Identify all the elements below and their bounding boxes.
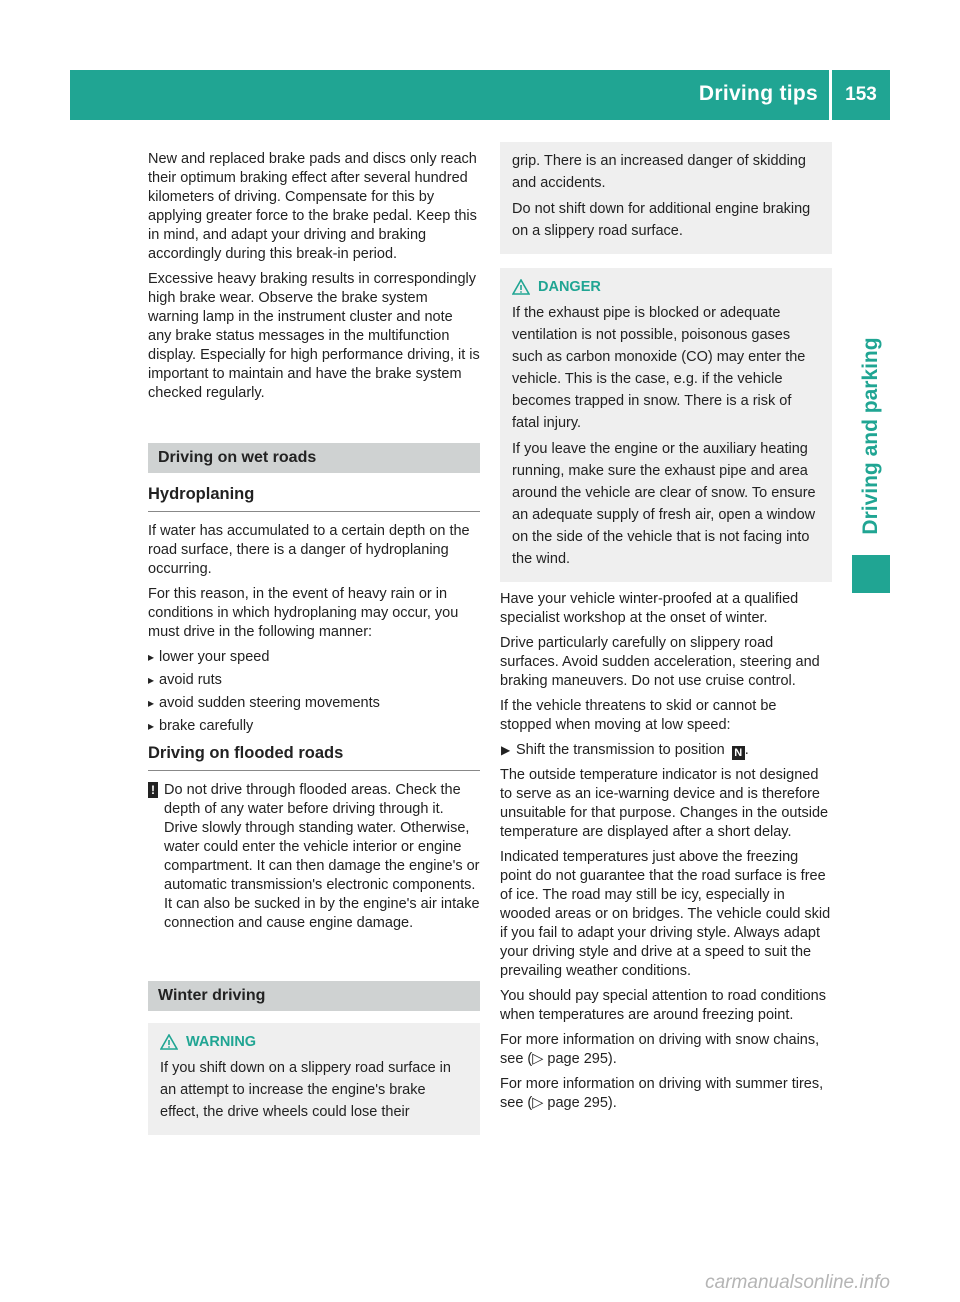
subheading-hydroplaning: Hydroplaning <box>148 485 480 512</box>
instruction-step <box>500 741 832 760</box>
list-item: ▸ avoid ruts <box>148 671 480 690</box>
warning-triangle-icon <box>512 279 530 295</box>
step-text: Shift the transmission to position <box>516 742 725 758</box>
danger-snow-text: If you leave the engine or the auxiliary heating running, make sure the exhaust pipe and area around the vehicle are clear of snow. To ensure an adequate supply of fresh air, open a window on the side of the vehicle that is not facing into the wind. <box>512 441 816 567</box>
skidding-danger-text: grip. There is an increased danger of skidding and accidents. <box>512 153 806 191</box>
road-conditions-paragraph: You should pay special attention to road conditions when temperatures are around freezing point. <box>500 988 826 1023</box>
subheading-flooded-roads: Driving on flooded roads <box>148 744 480 771</box>
snow-chains-paragraph: For more information on driving with snow chains, see (▷ page 295). <box>500 1032 820 1067</box>
danger-exhaust-text: If the exhaust pipe is blocked or adequate ventilation is not possible, poisonous gases such as carbon monoxide (CO) may enter the vehicle. This is the case, e.g. if the vehicle becomes trapped in snow. There is a risk of fatal injury. <box>512 305 806 431</box>
brake-pads-paragraph: New and replaced brake pads and discs only reach their optimum braking effect after several hundred kilometers of driving. Compensate for this by applying greater force to the brake pedal. Keep this in mind, and adapt your driving and braking accordingly during this break-in period. <box>148 151 477 262</box>
section-heading-wet-roads: Driving on wet roads <box>148 443 480 473</box>
freezing-point-paragraph: Indicated temperatures just above the freezing point do not guarantee that the road surface is free of ice. The road may still be icy, especially in wooded areas or on bridges. The vehicle could skid if you fail to adapt your driving style. Always adapt your driving style and drive at a speed to suit the prevailing weather conditions. <box>500 849 831 979</box>
flood-notice-text: Do not drive through flooded areas. Check the depth of any water before driving through it. Drive slowly through standing water. Otherwise, water could enter the vehicle interior or engine compartment. It can then damage the engine's or automatic transmission's electronic components. It can also be sucked in by the engine's air intake connection and cause engine damage. <box>164 782 480 931</box>
header-title: Driving tips <box>698 82 818 105</box>
driving-manner-list <box>148 648 480 736</box>
chapter-marker <box>852 555 890 593</box>
step-period: . <box>744 742 749 758</box>
skid-paragraph: If the vehicle threatens to skid or cannot be stopped when moving at low speed: <box>500 698 777 733</box>
slippery-roads-paragraph: Drive particularly carefully on slippery road surfaces. Avoid sudden acceleration, steering and braking maneuvers. Do not use cruise control. <box>500 635 820 689</box>
header-bar <box>70 70 890 120</box>
hydroplaning-manner-paragraph: For this reason, in the event of heavy rain or in conditions in which hydroplaning may occur, you must drive in the following manner: <box>148 586 459 640</box>
danger-box <box>500 268 832 582</box>
heavy-braking-paragraph: Excessive heavy braking results in correspondingly high brake wear. Observe the brake system warning lamp in the instrument cluster and note any brake status messages in the multifunction display. Especially for high performance driving, it is important to maintain and have the brake system checked regularly. <box>148 271 480 401</box>
exclamation-icon: ! <box>148 782 158 798</box>
section-heading-winter: Winter driving <box>148 981 480 1011</box>
warning-triangle-icon <box>160 1034 178 1050</box>
right-column <box>500 150 832 1119</box>
flood-notice <box>148 781 480 933</box>
list-item: ▸ avoid sudden steering movements <box>148 694 480 713</box>
page-number: 153 <box>845 84 877 105</box>
danger-title <box>512 276 820 298</box>
warning-title <box>160 1031 468 1053</box>
summer-tires-paragraph: For more information on driving with summer tires, see (▷ page 295). <box>500 1076 824 1111</box>
temperature-indicator-paragraph: The outside temperature indicator is not designed to serve as an ice-warning device and is therefore unsuitable for that purpose. Changes in the outside temperature are displayed after a short delay. <box>500 767 829 840</box>
shift-down-text: Do not shift down for additional engine braking on a slippery road surface. <box>512 201 811 239</box>
list-item: ▸ lower your speed <box>148 648 480 667</box>
chapter-tab-label: Driving and parking <box>859 337 882 535</box>
warning-text: If you shift down on a slippery road surface in an attempt to increase the engine's brake effect, the drive wheels could lose their <box>160 1060 451 1120</box>
warning-box-continued <box>500 142 832 254</box>
warning-title-text: WARNING <box>186 1034 257 1050</box>
hydroplaning-paragraph: If water has accumulated to a certain depth on the road surface, there is a danger of hydroplaning occurring. <box>148 523 470 577</box>
watermark: carmanualsonline.info <box>705 1272 890 1293</box>
winter-proofing-paragraph: Have your vehicle winter-proofed at a qualified specialist workshop at the onset of winter. <box>500 591 799 626</box>
left-column <box>148 150 480 1135</box>
neutral-position-symbol: N <box>732 746 745 760</box>
list-item: ▸ brake carefully <box>148 717 480 736</box>
warning-box <box>148 1023 480 1135</box>
step-arrow-icon: ▶ <box>501 743 511 757</box>
danger-title-text: DANGER <box>538 279 601 295</box>
